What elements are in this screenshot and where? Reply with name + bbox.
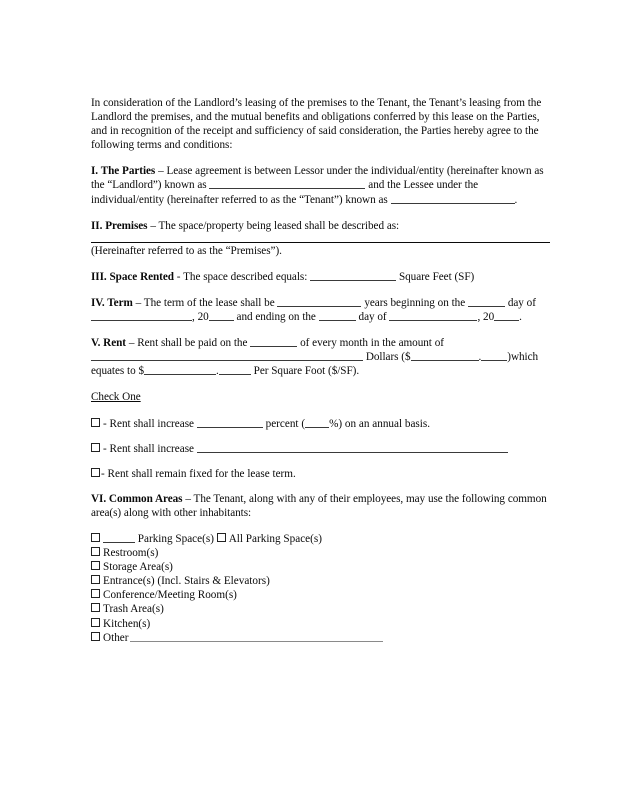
list-item-other[interactable] xyxy=(91,631,550,645)
section-term-text-6: day of xyxy=(355,311,390,324)
section-rent-heading: V. Rent xyxy=(91,337,126,350)
checkbox-icon[interactable] xyxy=(91,561,100,570)
checkbox-icon[interactable] xyxy=(91,443,100,452)
common-area-item-label: Kitchen(s) xyxy=(103,617,151,630)
section-rent-text-8: Per Square Foot ($/SF). xyxy=(250,365,360,378)
rent-amount-dollars-blank[interactable] xyxy=(411,351,479,361)
rent-option-fixed-text: - Rent shall remain fixed for the lease term. xyxy=(101,467,296,480)
section-space-rented-text-2: Square Feet (SF) xyxy=(396,270,475,283)
premises-note: (Hereinafter referred to as the “Premises”). xyxy=(91,244,282,257)
section-parties-text-1: – Lease agreement is between Lessor under the individual/entity (hereinafter known as the “Landlord”) known as xyxy=(91,165,544,192)
checkbox-icon[interactable] xyxy=(217,533,226,542)
section-parties-heading: I. The Parties xyxy=(91,165,156,178)
premises-description-blank[interactable] xyxy=(91,242,550,243)
section-term-text-1: – The term of the lease shall be xyxy=(132,296,278,309)
section-premises-text: – The space/property being leased shall be described as: xyxy=(147,219,400,232)
section-term-text-2: years beginning on the xyxy=(361,296,468,309)
common-area-item-label: Restroom(s) xyxy=(103,547,159,560)
section-term-text-3: day of xyxy=(504,296,536,309)
rent-amount-cents-blank[interactable] xyxy=(478,351,507,364)
common-area-item-label: All Parking Space(s) xyxy=(228,532,322,545)
common-area-parking-row xyxy=(91,532,550,546)
list-item[interactable] xyxy=(91,560,550,574)
section-space-rented-heading: III. Space Rented xyxy=(91,270,174,283)
checkbox-icon[interactable] xyxy=(91,575,100,584)
section-rent-text-6: which equates to $ xyxy=(91,351,539,378)
checkbox-icon[interactable] xyxy=(91,632,100,641)
section-term xyxy=(91,296,550,324)
term-end-year-blank[interactable] xyxy=(494,311,519,321)
section-rent-text-5: ) xyxy=(507,351,511,364)
intro-paragraph: In consideration of the Landlord’s leasing of the premises to the Tenant, the Tenant’s leasing from the Landlord the premises, and the mutual benefits and obligations conferred by this lease on the Parties, and in recognition of the receipt and sufficiency of said consideration, the Parties hereby agree to the following terms and conditions: xyxy=(91,97,542,152)
check-one-text: Check One xyxy=(91,391,141,404)
landlord-name-blank[interactable] xyxy=(209,179,365,189)
list-item[interactable] xyxy=(91,546,550,560)
rent-increase-percent-num-blank[interactable] xyxy=(305,418,329,428)
common-area-item-label: Conference/Meeting Room(s) xyxy=(103,589,237,602)
term-start-day-blank[interactable] xyxy=(468,297,505,307)
section-premises xyxy=(91,219,550,233)
section-parties-text-2: and the Lessee under the individual/entity (hereinafter referred to as the “Tenant”) known as xyxy=(91,179,479,206)
tenant-name-blank[interactable] xyxy=(391,194,515,204)
section-term-text-8: . xyxy=(519,311,522,324)
common-area-item-label: Parking Space(s) xyxy=(135,532,214,545)
term-end-month-blank[interactable] xyxy=(389,311,477,321)
parking-space-count-blank[interactable] xyxy=(103,533,135,543)
rent-option-custom[interactable] xyxy=(91,442,550,456)
list-item[interactable] xyxy=(91,574,550,588)
rent-option-percent-text-3: %) on an annual basis. xyxy=(329,417,431,430)
common-area-item-label: Storage Area(s) xyxy=(103,561,173,574)
rent-option-custom-text: - Rent shall increase xyxy=(103,442,197,455)
term-start-year-blank[interactable] xyxy=(209,311,234,321)
rent-increase-custom-blank[interactable] xyxy=(197,443,508,453)
section-term-text-4: , 20 xyxy=(192,311,209,324)
term-years-blank[interactable] xyxy=(277,297,361,307)
section-common-areas xyxy=(91,492,550,520)
section-rent-text-1: – Rent shall be paid on the xyxy=(125,337,251,350)
rent-option-percent-text-2: percent ( xyxy=(262,417,306,430)
common-area-item-label: Entrance(s) (Incl. Stairs & Elevators) xyxy=(103,575,270,588)
section-common-areas-text: – The Tenant, along with any of their employees, may use the following common area(s) along with other inhabitants: xyxy=(91,492,547,519)
common-area-item-label: Trash Area(s) xyxy=(103,603,164,616)
rent-option-percent-text-1: - Rent shall increase xyxy=(103,417,197,430)
rent-due-day-blank[interactable] xyxy=(250,337,297,347)
section-rent-text-2: of every month in the amount of xyxy=(297,337,444,350)
checkbox-icon[interactable] xyxy=(91,589,100,598)
section-term-text-5: and ending on the xyxy=(233,311,319,324)
checkbox-icon[interactable] xyxy=(91,547,100,556)
rent-option-fixed[interactable] xyxy=(91,467,550,481)
rent-amount-words-blank[interactable] xyxy=(91,351,363,361)
rent-increase-options xyxy=(91,417,550,481)
checkbox-icon[interactable] xyxy=(91,533,100,542)
section-rent xyxy=(91,336,550,378)
checkbox-icon[interactable] xyxy=(91,618,100,627)
section-common-areas-heading: VI. Common Areas xyxy=(91,492,183,505)
checkbox-icon[interactable] xyxy=(91,603,100,612)
section-term-text-7: , 20 xyxy=(477,311,495,324)
section-term-heading: IV. Term xyxy=(91,296,133,309)
list-item[interactable] xyxy=(91,588,550,602)
term-end-day-blank[interactable] xyxy=(319,311,356,321)
checkbox-icon[interactable] xyxy=(91,468,100,477)
rent-option-percent[interactable] xyxy=(91,417,550,431)
rent-increase-percent-blank[interactable] xyxy=(197,418,263,428)
common-areas-checklist xyxy=(91,532,550,645)
section-rent-text-4: . xyxy=(478,351,482,364)
list-item[interactable] xyxy=(91,602,550,616)
check-one-label xyxy=(91,390,550,404)
checkbox-icon[interactable] xyxy=(91,418,100,427)
document-body xyxy=(91,96,550,645)
section-space-rented-text-1: - The space described equals: xyxy=(173,270,311,283)
common-area-item-label: Other xyxy=(103,631,129,644)
square-feet-blank[interactable] xyxy=(310,271,396,281)
section-rent-text-3: Dollars ($ xyxy=(363,351,411,364)
section-premises-heading: II. Premises xyxy=(91,219,148,232)
rent-psf-dollars-blank[interactable] xyxy=(144,365,216,375)
term-start-month-blank[interactable] xyxy=(91,311,192,321)
section-parties xyxy=(91,164,550,206)
rent-psf-cents-blank[interactable] xyxy=(219,365,251,375)
list-item[interactable] xyxy=(91,617,550,631)
section-parties-text-3: . xyxy=(514,193,518,206)
other-common-area-blank[interactable] xyxy=(130,632,383,642)
section-rent-text-7: . xyxy=(216,365,219,378)
section-space-rented xyxy=(91,270,550,284)
